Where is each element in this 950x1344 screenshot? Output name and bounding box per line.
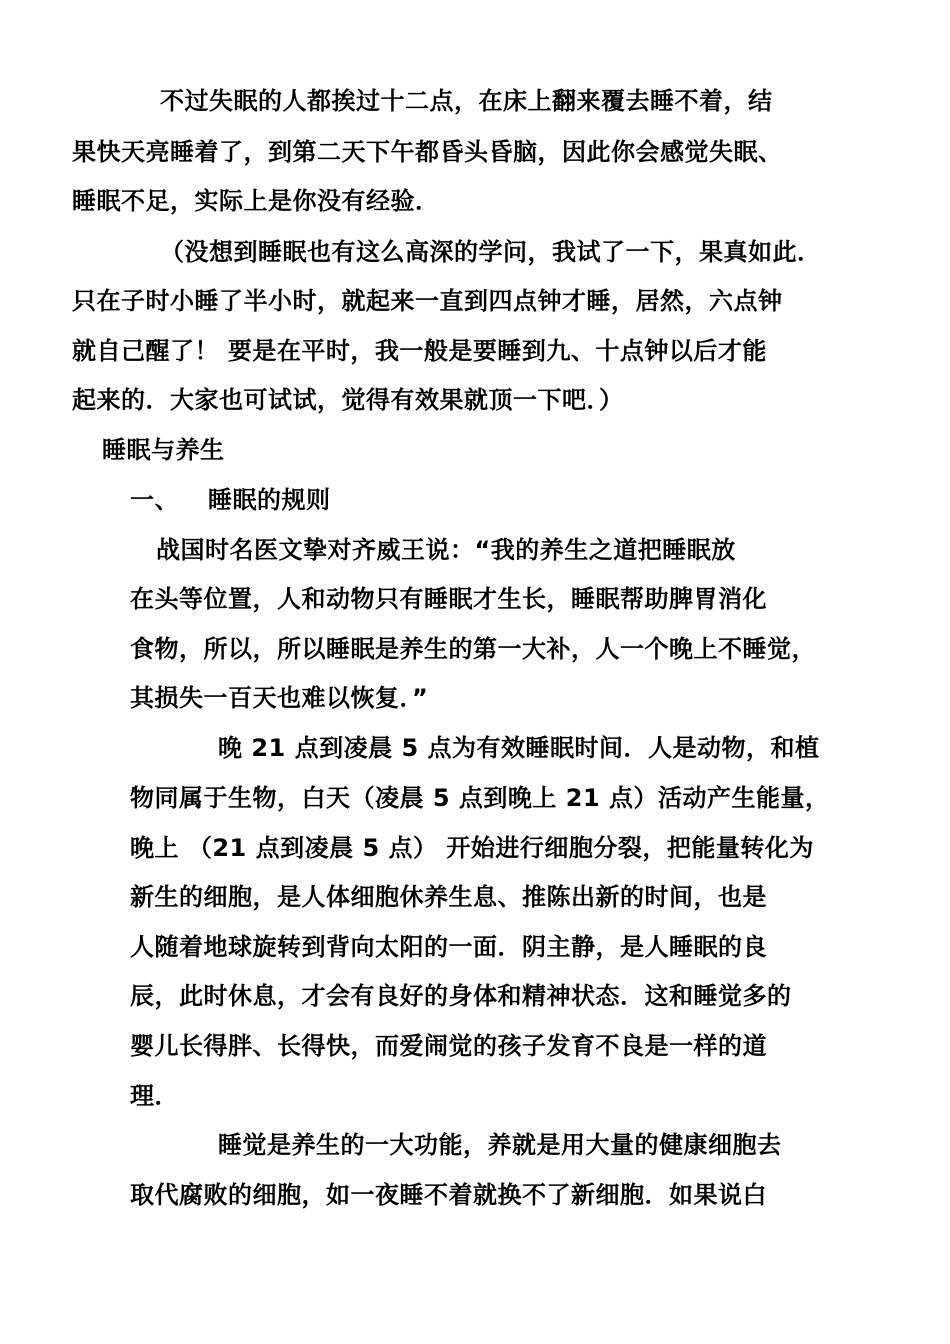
paragraph-1-line-2: 果快天亮睡着了，到第二天下午都昏头昏脑，因此你会感觉失眠、 [72,138,783,166]
paragraph-5-line-1: 睡觉是养生的一大功能，养就是用大量的健康细胞去 [218,1131,782,1159]
paragraph-4-line-2: 物同属于生物，白天（凌晨 5 点到晚上 21 点）活动产生能量， [130,784,830,812]
paragraph-3-line-4: 其损失一百天也难以恢复．” [130,684,429,712]
paragraph-2-line-1: （没想到睡眠也有这么高深的学问，我试了一下，果真如此． [160,238,822,266]
paragraph-4-line-4: 新生的细胞，是人体细胞休养生息、推陈出新的时间，也是 [130,883,767,911]
paragraph-2-line-4: 起来的．大家也可试试，觉得有效果就顶一下吧．） [72,386,624,414]
paragraph-4-line-5: 人随着地球旋转到背向太阳的一面．阴主静，是人睡眠的良 [130,933,767,961]
paragraph-4-line-3: 晚上 （21 点到凌晨 5 点） 开始进行细胞分裂，把能量转化为 [130,834,814,862]
paragraph-2-line-2: 只在子时小睡了半小时，就起来一直到四点钟才睡，居然，六点钟 [72,287,783,315]
paragraph-3-line-2: 在头等位置，人和动物只有睡眠才生长，睡眠帮助脾胃消化 [130,585,767,613]
paragraph-4-line-1: 晚 21 点到凌晨 5 点为有效睡眠时间．人是动物，和植 [218,734,820,762]
paragraph-4-line-8: 理． [130,1082,179,1110]
subsection-title: 睡眠的规则 [208,486,331,514]
paragraph-4-line-7: 婴儿长得胖、长得快，而爱闹觉的孩子发育不良是一样的道 [130,1032,767,1060]
paragraph-5-line-2: 取代腐败的细胞，如一夜睡不着就换不了新细胞．如果说白 [130,1181,767,1209]
subsection-number: 一、 [130,486,179,514]
paragraph-1-line-1: 不过失眠的人都挨过十二点，在床上翻来覆去睡不着，结 [160,87,773,115]
paragraph-2-line-3: 就自己醒了！ 要是在平时，我一般是要睡到九、十点钟以后才能 [72,337,767,365]
paragraph-3-line-1: 战国时名医文挚对齐威王说：“我的养生之道把睡眠放 [156,536,736,564]
paragraph-1-line-3: 睡眠不足，实际上是你没有经验． [72,187,440,215]
paragraph-3-line-3: 食物，所以，所以睡眠是养生的第一大补，人一个晚上不睡觉， [130,635,816,663]
paragraph-4-line-6: 辰，此时休息，才会有良好的身体和精神状态．这和睡觉多的 [130,982,792,1010]
section-title: 睡眠与养生 [102,436,225,464]
